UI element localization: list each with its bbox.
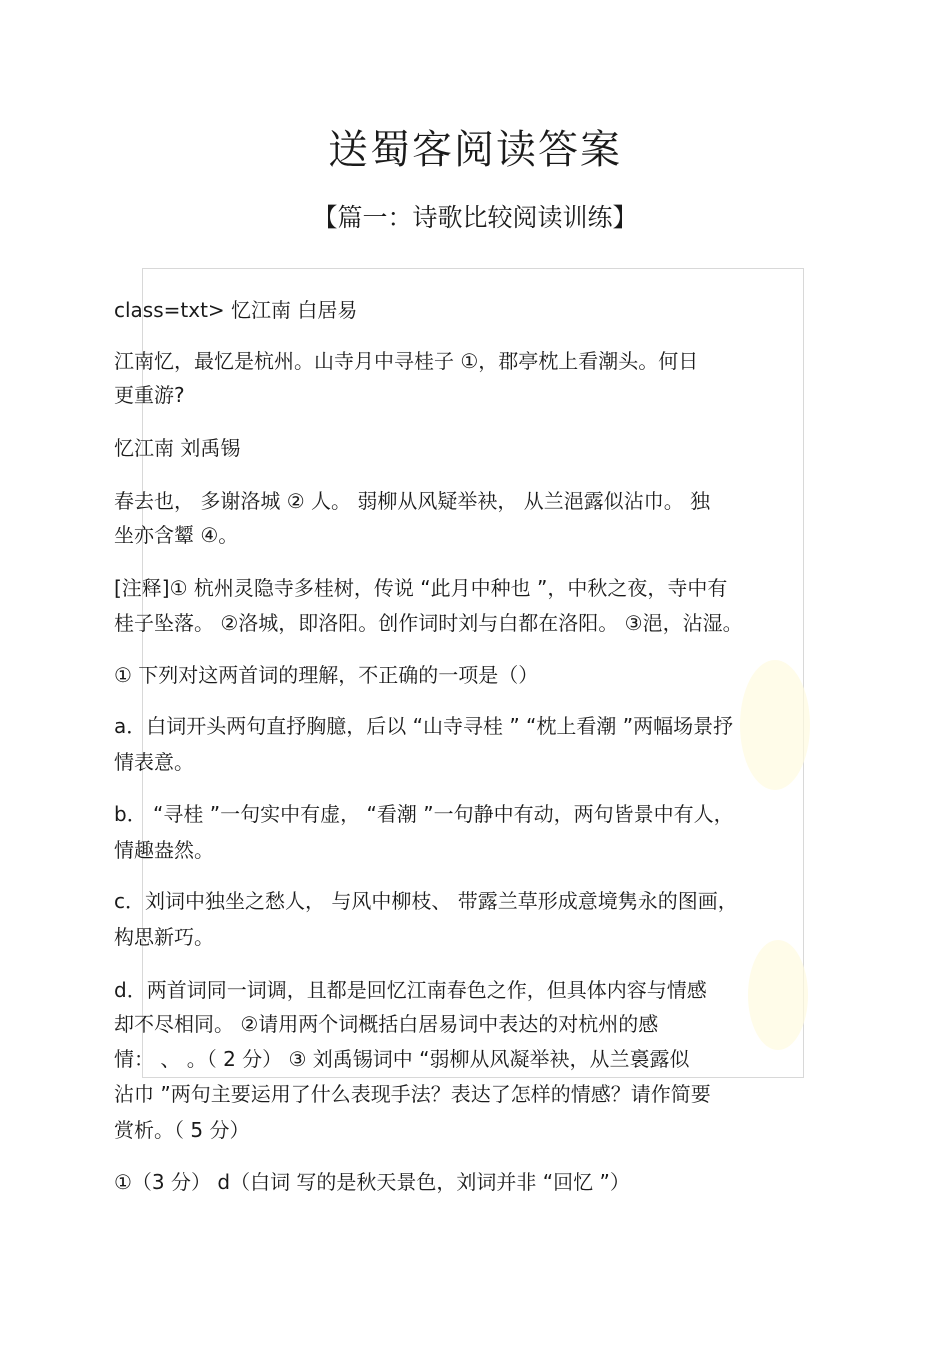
page-title: 送蜀客阅读答案 [328, 127, 622, 173]
page-subtitle: 【篇一：诗歌比较阅读训练】 [312, 203, 638, 232]
poem-text-line: 江南忆，最忆是杭州。山寺月中寻桂子 ①，郡亭枕上看潮头。何日 [114, 349, 699, 373]
question-line: 情： 、 。（ 2 分） ③ 刘禹锡词中 “弱柳从风凝举袂，从兰裛露似 [114, 1047, 690, 1071]
question-line: 赏析。（ 5 分） [114, 1118, 250, 1142]
poem-text-line: 更重游? [114, 383, 185, 407]
option-line: b． “寻桂 ”一句实中有虚， “看潮 ”一句静中有动，两句皆景中有人， [114, 802, 734, 826]
poem-heading-bai: class=txt> 忆江南 白居易 [114, 298, 358, 322]
option-line: 情表意。 [114, 750, 194, 774]
option-line: 构思新巧。 [114, 925, 214, 949]
answer-line: ①（3 分） d（白词 写的是秋天景色，刘词并非 “回忆 ”） [114, 1170, 630, 1194]
question-line: 沾巾 ”两句主要运用了什么表现手法？表达了怎样的情感？请作简要 [114, 1082, 711, 1106]
option-line: d．两首词同一词调，且都是回忆江南春色之作，但具体内容与情感 [114, 978, 707, 1002]
poem-text-line: 春去也， 多谢洛城 ② 人。 弱柳从风疑举袂， 从兰浥露似沾巾。 独 [114, 489, 711, 513]
option-line: 情趣盎然。 [114, 838, 214, 862]
question-line: 却不尽相同。 ②请用两个词概括白居易词中表达的对杭州的感 [114, 1012, 659, 1036]
poem-text-line: 坐亦含颦 ④。 [114, 523, 239, 547]
poem-heading-liu: 忆江南 刘禹锡 [114, 436, 241, 460]
question-line: ① 下列对这两首词的理解，不正确的一项是（） [114, 663, 539, 687]
option-line: c．刘词中独坐之愁人， 与风中柳枝、 带露兰草形成意境隽永的图画， [114, 889, 738, 913]
annotation-line: 桂子坠落。 ②洛城，即洛阳。创作词时刘与白都在洛阳。 ③浥，沾湿。 [114, 611, 743, 635]
option-line: a．白词开头两句直抒胸臆，后以 “山寺寻桂 ” “枕上看潮 ”两幅场景抒 [114, 714, 734, 738]
annotation-line: [注释]① 杭州灵隐寺多桂树，传说 “此月中种也 ”，中秋之夜，寺中有 [114, 576, 728, 600]
